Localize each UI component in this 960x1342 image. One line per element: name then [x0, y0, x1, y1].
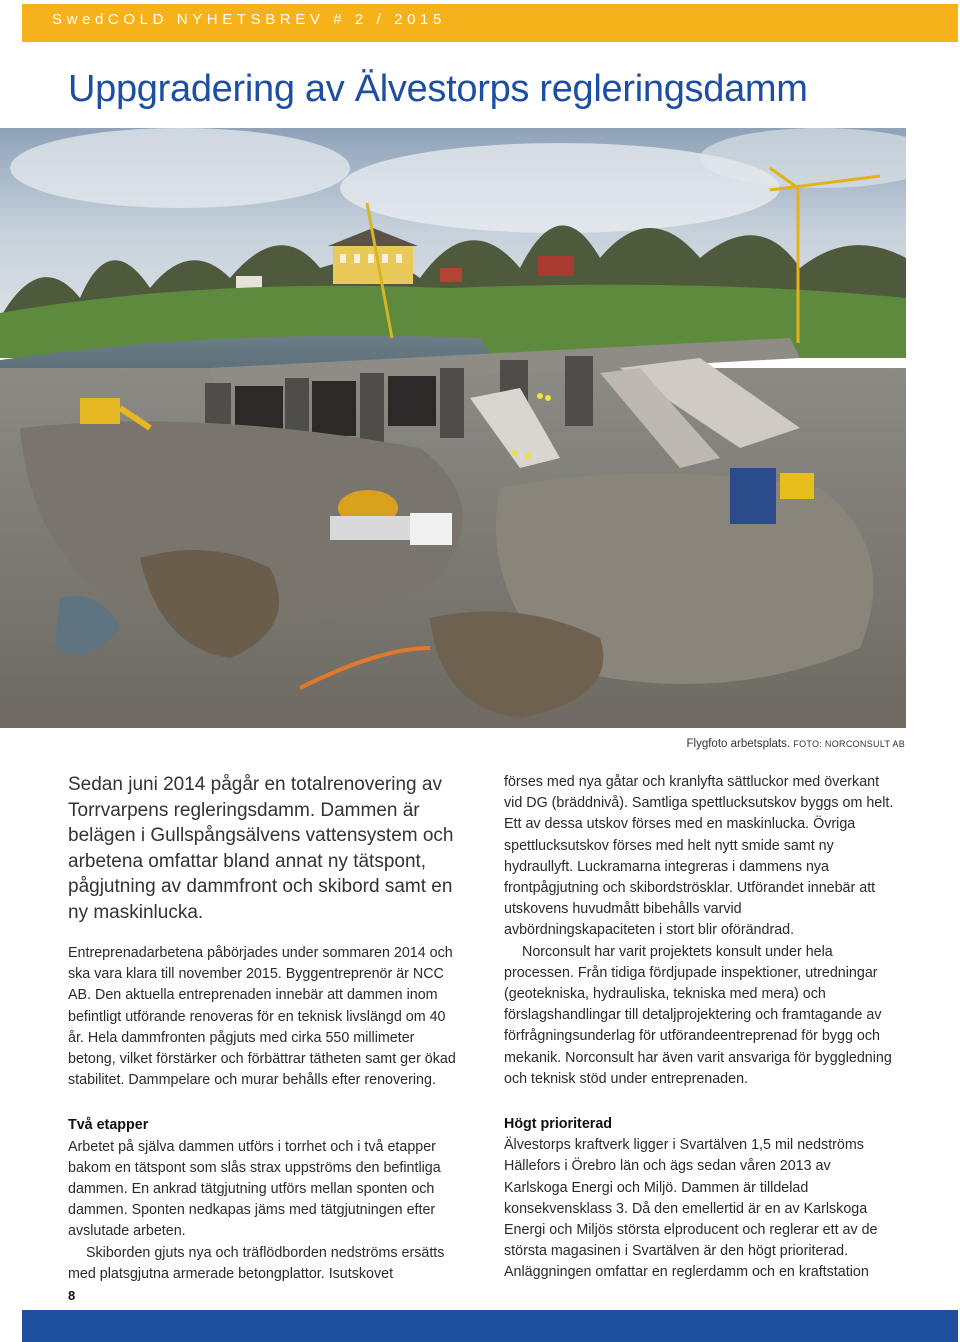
body-paragraph: Älvestorps kraftverk ligger i Svartälven 1,5 mil nedströms Hällefors i Örebro län och ägs sedan våren 2013 av Karlskoga Energi och Miljö. Dammen är tilldelad konsekvensklass 3. Då den emellertid är en av Karlskoga Energi och Miljös största elproducent och reglerar ett av de största magasinen i Svartälven är den högt prioriterad. Anläggningen omfattar en reglerdamm och en kraftstation: [504, 1137, 878, 1281]
page-number: 8: [68, 1288, 76, 1303]
section-heading: Två etapper: [68, 1117, 149, 1134]
footer-bar: [22, 1310, 958, 1342]
body-paragraph: Arbetet på själva dammen utförs i torrhet och i två etapper bakom en tätspont som slås strax uppströms den befintliga dammen. En ankrad tätgjutning utförs mellan sponten och dammen. Sponten nedkapas jäms med tätgjutningen efter avslutade arbeten.: [68, 1138, 441, 1240]
page-title: Uppgradering av Älvestorps regleringsdamm: [68, 68, 808, 110]
construction-site-photo: [0, 128, 906, 728]
body-paragraph: Skiborden gjuts nya och träflödborden nedströms ersätts med platsgjutna armerade betongplattor. Isutskovet: [68, 1244, 445, 1282]
body-paragraph: förses med nya gåtar och kranlyfta sättluckor med överkant vid DG (bräddnivå). Samtliga spettlucksutskov byggs om helt. Ett av dessa utskov förses med en maskinlucka. Övriga spettlucksutskov förses med helt nytt smide samt ny hydraullyft. Luckramarna integreras i dammens nya frontpågjutning och skibordströsklar. Utförandet innebär att utskovens huvudmått bibehålls varvid avbördningskapaciteten i stort blir oförändrad.: [504, 774, 894, 939]
lead-paragraph: Sedan juni 2014 pågår en totalrenovering av Torrvarpens regleringsdamm. Dammen är belägen i Gullspångsälvens vattensystem och arbetena omfattar bland annat ny tätspont, pågjutning av dammfront och skibord samt en ny maskinlucka.: [68, 774, 454, 923]
section-heading: Högt prioriterad: [504, 1116, 613, 1133]
photo-credit: FOTO: NORCONSULT AB: [793, 739, 905, 749]
body-paragraph: Entreprenadarbetena påbörjades under sommaren 2014 och ska vara klara till november 2015. Byggentreprenör är NCC AB. Den aktuella entreprenaden innebär att dammen inom befintligt utförande renoveras för en teknisk livslängd om 40 år. Hela dammfronten pågjuts med cirka 550 millimeter betong, vilket förstärker och förbättrar tätheten samt ger ökad stabilitet. Dammpelare och murar behålls efter renovering.: [68, 945, 456, 1089]
left-column: [68, 772, 460, 1285]
body-paragraph: Norconsult har varit projektets konsult under hela processen. Från tidiga fördjupade inspektioner, utredningar (geotekniska, hydrauliska, tekniska med mera) och förslagshandlingar till detaljprojektering och framtagande av förfrågningsunderlag för utförandeentreprenad för bygg och mekanik. Norconsult har även varit ansvariga för byggledning och teknisk stöd under entreprenaden.: [504, 943, 892, 1087]
right-column: [504, 772, 896, 1284]
newsletter-label: SwedCOLD NYHETSBREV # 2 / 2015: [52, 11, 446, 28]
photo-caption: [687, 738, 905, 750]
caption-text: Flygfoto arbetsplats.: [686, 738, 791, 750]
